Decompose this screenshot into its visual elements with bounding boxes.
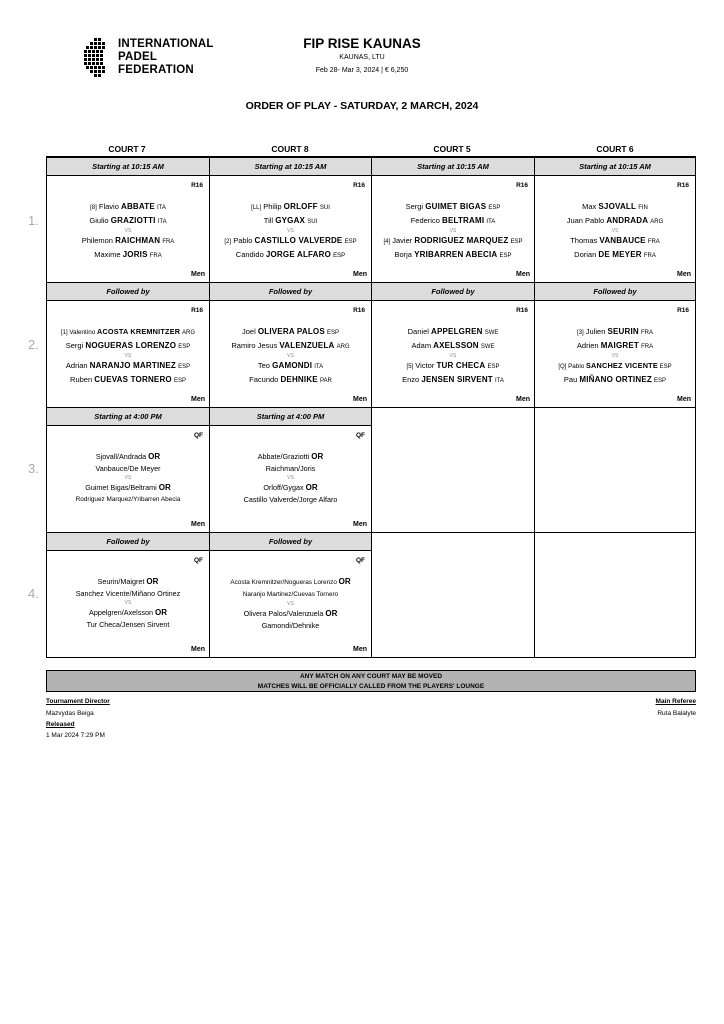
- team-line: [47, 607, 209, 619]
- player-line: [535, 360, 695, 374]
- player-seed: [8]: [90, 205, 97, 211]
- player-surname: APPELGREN: [431, 327, 483, 336]
- player-first-name: Sergi: [405, 202, 424, 211]
- player-surname: SEURIN: [607, 327, 639, 336]
- player-surname: ANDRADA: [606, 215, 649, 225]
- player-surname: GAMONDI: [272, 361, 313, 370]
- match-lines: [47, 576, 209, 631]
- player-line: [535, 215, 695, 229]
- player-line: [47, 360, 209, 374]
- player-line: [210, 201, 371, 215]
- slot-time-header: Followed by: [47, 533, 209, 551]
- match-lines: [535, 201, 695, 262]
- slot-time-header: Starting at 10:15 AM: [47, 158, 209, 176]
- player-line: [47, 235, 209, 249]
- team-name: Appelgren/Axelsson: [89, 608, 153, 617]
- round-label: R16: [677, 307, 689, 314]
- player-surname: DE MEYER: [598, 249, 642, 259]
- match-lines: [47, 326, 209, 387]
- player-surname: JORGE ALFARO: [265, 249, 332, 259]
- match-cell: [210, 533, 372, 658]
- player-nationality: FRA: [162, 239, 175, 245]
- vs-label: VS: [449, 228, 457, 234]
- player-first-name: Facundo: [249, 374, 279, 384]
- tournament-dates: Feb 28- Mar 3, 2024 | € 6,250: [315, 67, 409, 74]
- player-first-name: Flavio: [98, 202, 119, 211]
- event-label: Men: [191, 521, 205, 528]
- event-label: Men: [353, 646, 367, 653]
- round-label: R16: [353, 182, 365, 189]
- player-first-name: Julien: [585, 327, 606, 336]
- player-surname: RAICHMAN: [115, 236, 161, 245]
- player-line: [372, 235, 534, 249]
- player-surname: ACOSTA KREMNITZER: [96, 327, 181, 336]
- match-lines: [535, 326, 695, 387]
- or-label: OR: [338, 577, 351, 586]
- slot-time-header: Followed by: [372, 283, 534, 301]
- player-line: [372, 215, 534, 229]
- player-first-name: Philemon: [81, 236, 113, 245]
- player-surname: SANCHEZ VICENTE: [585, 361, 658, 370]
- round-label: QF: [193, 557, 203, 564]
- player-line: [210, 374, 371, 388]
- event-label: Men: [191, 646, 205, 653]
- match-cell: [535, 283, 696, 408]
- player-surname: ABBATE: [120, 202, 155, 211]
- team-name: Acosta Kremnitzer/Nogueras Lorenzo: [230, 579, 337, 586]
- match-lines: [47, 201, 209, 262]
- event-label: Men: [353, 396, 367, 403]
- player-first-name: Philip: [263, 202, 282, 211]
- player-nationality: FRA: [647, 239, 660, 245]
- team-name: Abbate/Graziotti: [257, 452, 310, 461]
- player-surname: VALENZUELA: [279, 340, 335, 350]
- player-first-name: Thomas: [570, 236, 598, 245]
- player-nationality: ESP: [333, 252, 346, 259]
- player-seed: [2]: [224, 239, 232, 245]
- slot-time-header: Followed by: [210, 533, 371, 551]
- player-nationality: ESP: [178, 364, 191, 370]
- event-label: Men: [353, 271, 367, 278]
- player-line: [210, 235, 371, 249]
- player-surname: GUIMET BIGAS: [425, 202, 487, 211]
- player-nationality: SWE: [480, 343, 495, 350]
- round-label: R16: [677, 182, 689, 189]
- player-surname: YRIBARREN ABECIA: [414, 249, 498, 259]
- team-line: [210, 608, 371, 620]
- player-first-name: Sergi: [65, 340, 84, 350]
- notice-banner: [46, 670, 696, 692]
- round-label: R16: [191, 182, 203, 189]
- player-line: [210, 326, 371, 340]
- or-label: OR: [305, 483, 318, 492]
- match-cell: [47, 283, 210, 408]
- player-line: [535, 235, 695, 249]
- court-header: COURT 7: [108, 144, 146, 154]
- player-line: [372, 249, 534, 263]
- team-line: [210, 589, 371, 601]
- match-lines: [210, 201, 371, 262]
- player-line: [47, 201, 209, 215]
- player-first-name: Juan Pablo: [566, 215, 605, 225]
- slot-time-header: Followed by: [47, 283, 209, 301]
- slot-time-header: Starting at 10:15 AM: [535, 158, 695, 176]
- player-line: [47, 249, 209, 263]
- court-header: COURT 6: [596, 144, 634, 154]
- player-line: [47, 374, 209, 388]
- player-line: [372, 201, 534, 215]
- notice-line: ANY MATCH ON ANY COURT MAY BE MOVED: [299, 673, 443, 680]
- player-line: [210, 360, 371, 374]
- team-line: [210, 463, 371, 475]
- vs-label: VS: [287, 228, 294, 234]
- player-first-name: Ramiro Jesus: [231, 340, 278, 350]
- match-cell: [47, 158, 210, 283]
- player-first-name: Maxime: [94, 249, 121, 259]
- player-surname: CASTILLO VALVERDE: [254, 236, 343, 245]
- vs-label: VS: [287, 601, 294, 607]
- player-nationality: ITA: [314, 364, 324, 370]
- team-line: [47, 451, 209, 463]
- player-line: [210, 249, 371, 263]
- match-cell: [210, 283, 372, 408]
- team-name: Olivera Palos/Valenzuela: [243, 609, 324, 618]
- player-first-name: Victor: [415, 361, 435, 370]
- slot-time-header: Followed by: [210, 283, 371, 301]
- player-first-name: Pau: [563, 374, 578, 384]
- player-line: [535, 374, 695, 388]
- logo-line: INTERNATIONAL: [118, 38, 214, 50]
- event-label: Men: [191, 271, 205, 278]
- released-label: Released: [46, 721, 75, 728]
- player-surname: CUEVAS TORNERO: [94, 374, 172, 384]
- player-nationality: ESP: [327, 330, 340, 336]
- event-label: Men: [191, 396, 205, 403]
- player-first-name: Valentino: [69, 329, 96, 336]
- player-first-name: Pablo: [568, 363, 585, 370]
- player-surname: RODRIGUEZ MARQUEZ: [414, 236, 509, 245]
- team-line: [210, 482, 371, 494]
- team-line: [210, 620, 371, 632]
- player-surname: MIÑANO ORTINEZ: [579, 374, 652, 384]
- order-of-play-title: ORDER OF PLAY - SATURDAY, 2 MARCH, 2024: [245, 100, 479, 112]
- player-surname: NARANJO MARTINEZ: [89, 361, 176, 370]
- team-name: Castillo Valverde/Jorge Alfaro: [243, 495, 338, 504]
- player-first-name: Adam: [411, 340, 432, 350]
- court-header: COURT 5: [433, 144, 471, 154]
- vs-label: VS: [124, 475, 132, 481]
- tournament-title: FIP RISE KAUNAS: [303, 36, 421, 51]
- match-cell: [47, 408, 210, 533]
- fip-logo: [80, 36, 214, 80]
- player-surname: OLIVERA PALOS: [257, 327, 325, 336]
- player-seed: [LL]: [251, 205, 262, 211]
- player-line: [535, 249, 695, 263]
- player-nationality: ITA: [157, 218, 167, 225]
- or-label: OR: [158, 483, 171, 492]
- player-first-name: Daniel: [407, 327, 429, 336]
- tournament-location: KAUNAS, LTU: [339, 54, 385, 61]
- player-nationality: ARG: [181, 330, 195, 336]
- court-header: COURT 8: [271, 144, 309, 154]
- player-nationality: ESP: [499, 252, 512, 259]
- player-nationality: SWE: [484, 330, 499, 336]
- player-first-name: Till: [263, 215, 274, 225]
- team-name: Vanbauce/De Meyer: [95, 464, 161, 473]
- match-cell: [535, 408, 696, 533]
- player-surname: BELTRAMI: [441, 215, 485, 225]
- player-first-name: Teo: [257, 361, 270, 370]
- match-lines: [210, 576, 371, 632]
- match-cell: [210, 408, 372, 533]
- team-line: [47, 463, 209, 475]
- vs-label: VS: [287, 353, 294, 359]
- vs-label: VS: [124, 228, 132, 234]
- vs-label: VS: [611, 228, 619, 234]
- player-line: [535, 340, 695, 354]
- released-time: 1 Mar 2024 7:29 PM: [46, 732, 105, 739]
- player-nationality: ESP: [510, 239, 523, 245]
- player-first-name: Joel: [241, 327, 256, 336]
- vs-label: VS: [449, 353, 457, 359]
- player-line: [535, 201, 695, 215]
- match-cell: [47, 533, 210, 658]
- slot-time-header: Starting at 10:15 AM: [210, 158, 371, 176]
- or-label: OR: [146, 577, 159, 586]
- player-seed: [3]: [577, 330, 584, 336]
- player-nationality: SUI: [319, 205, 330, 211]
- player-first-name: Max: [582, 202, 597, 211]
- player-line: [47, 215, 209, 229]
- slot-time-header: Starting at 4:00 PM: [210, 408, 371, 426]
- player-line: [535, 326, 695, 340]
- round-label: R16: [516, 182, 528, 189]
- round-label: QF: [355, 557, 365, 564]
- row-number: 2.: [28, 337, 39, 352]
- team-line: [210, 494, 371, 506]
- player-seed: [Q]: [558, 364, 567, 370]
- player-first-name: Dorian: [574, 249, 597, 259]
- vs-label: VS: [124, 353, 132, 359]
- round-label: QF: [355, 432, 365, 439]
- vs-label: VS: [611, 353, 619, 359]
- player-line: [210, 215, 371, 229]
- director-label: Tournament Director: [46, 698, 110, 705]
- vs-label: VS: [124, 600, 132, 606]
- event-label: Men: [677, 396, 691, 403]
- team-line: [47, 482, 209, 494]
- or-label: OR: [311, 452, 324, 461]
- match-cell: [372, 533, 535, 658]
- player-nationality: ESP: [654, 377, 667, 384]
- event-label: Men: [677, 271, 691, 278]
- row-number: 3.: [28, 461, 39, 476]
- player-surname: JORIS: [122, 249, 148, 259]
- player-first-name: Borja: [394, 249, 412, 259]
- player-nationality: FIN: [638, 205, 648, 211]
- player-surname: GYGAX: [275, 215, 306, 225]
- team-name: Gamondi/Dehnike: [261, 621, 320, 630]
- player-nationality: SUI: [307, 218, 318, 225]
- player-line: [47, 340, 209, 354]
- slot-time-header: Followed by: [535, 283, 695, 301]
- player-surname: JENSEN SIRVENT: [421, 374, 493, 384]
- round-label: R16: [516, 307, 528, 314]
- team-name: Tur Checa/Jensen Sirvent: [86, 620, 170, 629]
- player-nationality: ITA: [157, 205, 166, 211]
- round-label: QF: [193, 432, 203, 439]
- player-first-name: Javier: [392, 236, 413, 245]
- player-surname: NOGUERAS LORENZO: [85, 340, 177, 350]
- team-name: Sanchez Vicente/Miñano Ortinez: [75, 589, 181, 598]
- player-first-name: Giulio: [89, 215, 109, 225]
- schedule-grid: [46, 158, 696, 658]
- match-lines: [372, 201, 534, 262]
- player-nationality: ESP: [178, 343, 191, 350]
- team-line: [47, 494, 209, 506]
- player-surname: VANBAUCE: [599, 236, 646, 245]
- or-label: OR: [154, 608, 167, 617]
- player-surname: MAIGRET: [600, 340, 639, 350]
- player-surname: ORLOFF: [283, 202, 318, 211]
- team-line: [210, 451, 371, 463]
- or-label: OR: [325, 609, 338, 618]
- player-first-name: Candido: [235, 249, 264, 259]
- padel-ball-icon: [80, 36, 114, 80]
- director-name: Mazvydas Beiga: [46, 710, 94, 717]
- team-name: Guimet Bigas/Beltrami: [85, 483, 157, 492]
- player-nationality: ARG: [650, 218, 664, 225]
- round-label: R16: [191, 307, 203, 314]
- row-number: 1.: [28, 213, 39, 228]
- event-label: Men: [516, 271, 530, 278]
- player-first-name: Pablo: [233, 236, 253, 245]
- player-first-name: Enzo: [402, 374, 420, 384]
- match-lines: [210, 326, 371, 387]
- match-cell: [535, 533, 696, 658]
- match-cell: [372, 408, 535, 533]
- player-first-name: Adrien: [576, 340, 599, 350]
- court-headers: [46, 144, 696, 156]
- player-seed: [5]: [406, 364, 414, 370]
- player-nationality: FRA: [643, 252, 656, 259]
- player-surname: GRAZIOTTI: [110, 215, 156, 225]
- player-nationality: FRA: [149, 252, 162, 259]
- player-line: [372, 360, 534, 374]
- player-line: [372, 340, 534, 354]
- player-nationality: PAR: [319, 377, 332, 384]
- match-cell: [210, 158, 372, 283]
- match-cell: [535, 158, 696, 283]
- player-surname: AXELSSON: [433, 340, 479, 350]
- player-nationality: ITA: [494, 377, 504, 384]
- team-line: [47, 588, 209, 600]
- match-lines: [372, 326, 534, 387]
- player-nationality: ESP: [659, 364, 672, 370]
- event-label: Men: [353, 521, 367, 528]
- slot-time-header: Starting at 4:00 PM: [47, 408, 209, 426]
- referee-name: Ruta Balalyte: [657, 710, 696, 717]
- match-cell: [372, 158, 535, 283]
- player-nationality: ARG: [336, 343, 350, 350]
- player-surname: DEHNIKE: [280, 374, 318, 384]
- player-nationality: ESP: [344, 239, 357, 245]
- match-cell: [372, 283, 535, 408]
- player-first-name: Adrian: [65, 361, 88, 370]
- player-nationality: FRA: [641, 330, 653, 336]
- player-line: [47, 326, 209, 340]
- notice-line: MATCHES WILL BE OFFICIALLY CALLED FROM THE PLAYERS' LOUNGE: [257, 682, 485, 690]
- match-lines: [210, 451, 371, 506]
- or-label: OR: [148, 452, 161, 461]
- logo-line: FEDERATION: [118, 64, 194, 76]
- player-line: [210, 340, 371, 354]
- player-nationality: ESP: [173, 377, 186, 384]
- player-seed: [4]: [383, 239, 391, 245]
- player-seed: [1]: [61, 330, 68, 336]
- player-line: [372, 374, 534, 388]
- team-name: Seurin/Maigret: [97, 577, 145, 586]
- match-lines: [47, 451, 209, 506]
- logo-line: PADEL: [118, 51, 158, 63]
- team-name: Rodriguez Marquez/Yribarren Abecia: [75, 496, 181, 503]
- player-nationality: ESP: [487, 364, 500, 370]
- player-nationality: FRA: [641, 343, 654, 350]
- team-name: Raichman/Joris: [265, 464, 316, 473]
- player-nationality: ESP: [488, 205, 501, 211]
- player-first-name: Ruben: [70, 374, 93, 384]
- event-label: Men: [516, 396, 530, 403]
- player-line: [372, 326, 534, 340]
- team-name: Sjovall/Andrada: [95, 452, 147, 461]
- team-line: [47, 576, 209, 588]
- team-name: Naranjo Martinez/Cuevas Tornero: [242, 591, 339, 598]
- vs-label: VS: [287, 475, 294, 481]
- player-first-name: Federico: [410, 215, 440, 225]
- player-surname: TUR CHECA: [436, 361, 486, 370]
- team-line: [210, 576, 371, 589]
- player-surname: SJOVALL: [598, 202, 637, 211]
- row-number: 4.: [28, 586, 39, 601]
- team-line: [47, 619, 209, 631]
- slot-time-header: Starting at 10:15 AM: [372, 158, 534, 176]
- round-label: R16: [353, 307, 365, 314]
- player-nationality: ITA: [486, 218, 496, 225]
- referee-label: Main Referee: [655, 698, 696, 705]
- team-name: Orloff/Gygax: [263, 483, 304, 492]
